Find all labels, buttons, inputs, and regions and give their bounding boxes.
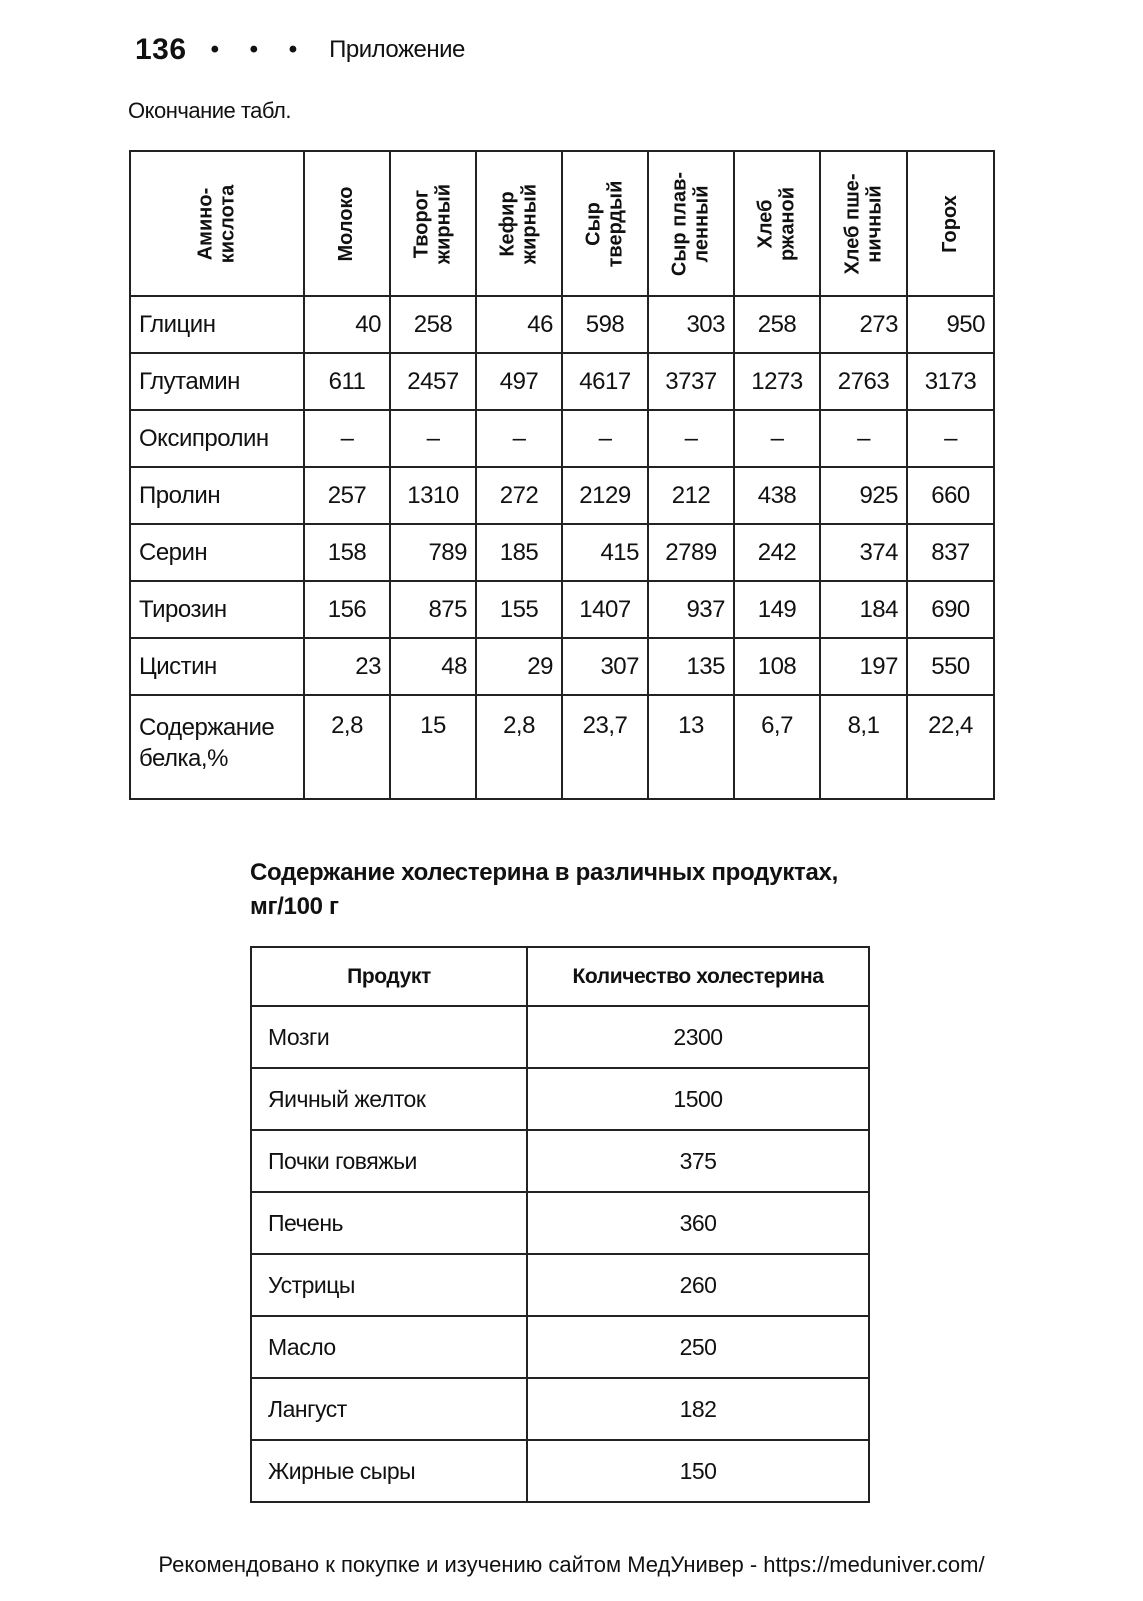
table-cell: – xyxy=(390,410,476,467)
table-cell: 22,4 xyxy=(907,695,994,799)
table-cell: 23,7 xyxy=(562,695,648,799)
table-cell: 258 xyxy=(390,296,476,353)
table-cell: – xyxy=(562,410,648,467)
table-row xyxy=(251,1440,869,1502)
table-cell: 258 xyxy=(734,296,820,353)
table-cell: 197 xyxy=(820,638,907,695)
table-cell: 925 xyxy=(820,467,907,524)
header-dots: • • • xyxy=(210,36,310,63)
column-header: Хлеб пше- ничный xyxy=(820,151,907,296)
table-row xyxy=(130,638,994,695)
table-row xyxy=(251,1254,869,1316)
table-cell: 13 xyxy=(648,695,734,799)
table-cell: 3173 xyxy=(907,353,994,410)
table-cell: 2,8 xyxy=(476,695,562,799)
table-cell: 29 xyxy=(476,638,562,695)
table-cell: 789 xyxy=(390,524,476,581)
cholesterol-amount: 1500 xyxy=(527,1068,869,1130)
table-cell: 15 xyxy=(390,695,476,799)
table-cell: 1407 xyxy=(562,581,648,638)
table-cell: – xyxy=(907,410,994,467)
column-header: Горох xyxy=(907,151,994,296)
column-header: Амино- кислота xyxy=(130,151,304,296)
table-row xyxy=(130,296,994,353)
product-name: Мозги xyxy=(251,1006,527,1068)
table-cell: 273 xyxy=(820,296,907,353)
product-name: Почки говяжьи xyxy=(251,1130,527,1192)
table-cell: 307 xyxy=(562,638,648,695)
cholesterol-header-row xyxy=(251,947,869,1006)
cholesterol-amount: 260 xyxy=(527,1254,869,1316)
table-row xyxy=(130,581,994,638)
footer-recommendation: Рекомендовано к покупке и изучению сайтом МедУнивер - https://meduniver.com/ xyxy=(158,1552,985,1577)
table-cell: 2457 xyxy=(390,353,476,410)
table-cell: 303 xyxy=(648,296,734,353)
table-cell: 257 xyxy=(304,467,390,524)
table-cell: 374 xyxy=(820,524,907,581)
cholesterol-table-title: Содержание холестерина в различных продуктах, мг/100 г xyxy=(250,859,838,920)
table-cell: 6,7 xyxy=(734,695,820,799)
product-name: Масло xyxy=(251,1316,527,1378)
table-row xyxy=(251,1068,869,1130)
table-cell: 46 xyxy=(476,296,562,353)
table-cell: 135 xyxy=(648,638,734,695)
table-cell: 2789 xyxy=(648,524,734,581)
table-cell: 1273 xyxy=(734,353,820,410)
amino-acid-name: Глутамин xyxy=(130,353,304,410)
table-cell: 598 xyxy=(562,296,648,353)
cholesterol-amount: 150 xyxy=(527,1440,869,1502)
column-header: Сыр твердый xyxy=(562,151,648,296)
table-cell: 272 xyxy=(476,467,562,524)
table-row xyxy=(130,524,994,581)
table-cell: 242 xyxy=(734,524,820,581)
amino-acid-name: Оксипролин xyxy=(130,410,304,467)
table-cell: 40 xyxy=(304,296,390,353)
table-cell: – xyxy=(648,410,734,467)
product-name: Устрицы xyxy=(251,1254,527,1316)
table-caption: Окончание табл. xyxy=(128,98,291,123)
cholesterol-amount: 250 xyxy=(527,1316,869,1378)
cholesterol-amount: 2300 xyxy=(527,1006,869,1068)
table-cell: 497 xyxy=(476,353,562,410)
table-cell: 156 xyxy=(304,581,390,638)
table-row xyxy=(251,1378,869,1440)
column-header-product: Продукт xyxy=(251,947,527,1006)
table-row xyxy=(251,1192,869,1254)
amino-acid-name: Серин xyxy=(130,524,304,581)
table-cell: 4617 xyxy=(562,353,648,410)
product-name: Жирные сыры xyxy=(251,1440,527,1502)
amino-acid-name: Пролин xyxy=(130,467,304,524)
table-cell: 48 xyxy=(390,638,476,695)
product-name: Яичный желток xyxy=(251,1068,527,1130)
table-cell: 185 xyxy=(476,524,562,581)
table-cell: – xyxy=(820,410,907,467)
amino-acid-name: Глицин xyxy=(130,296,304,353)
product-name: Лангуст xyxy=(251,1378,527,1440)
table-cell: 438 xyxy=(734,467,820,524)
column-header: Кефир жирный xyxy=(476,151,562,296)
table-cell: 184 xyxy=(820,581,907,638)
table-cell: 2763 xyxy=(820,353,907,410)
cholesterol-table xyxy=(250,946,870,1503)
table-row xyxy=(130,695,994,799)
table-row xyxy=(130,410,994,467)
page-number: 136 xyxy=(135,33,187,66)
table-cell: 2,8 xyxy=(304,695,390,799)
table-cell: – xyxy=(476,410,562,467)
column-header: Молоко xyxy=(304,151,390,296)
column-header: Хлеб ржаной xyxy=(734,151,820,296)
table-cell: – xyxy=(734,410,820,467)
table-cell: 3737 xyxy=(648,353,734,410)
table-cell: 937 xyxy=(648,581,734,638)
table-cell: 550 xyxy=(907,638,994,695)
column-header-amount: Количество холестерина xyxy=(527,947,869,1006)
table-cell: 611 xyxy=(304,353,390,410)
table-cell: 23 xyxy=(304,638,390,695)
cholesterol-amount: 360 xyxy=(527,1192,869,1254)
table-row xyxy=(251,1130,869,1192)
table-cell: 950 xyxy=(907,296,994,353)
table-cell: 108 xyxy=(734,638,820,695)
section-name: Приложение xyxy=(329,36,465,63)
table-cell: 8,1 xyxy=(820,695,907,799)
product-name: Печень xyxy=(251,1192,527,1254)
amino-header-row xyxy=(130,151,994,296)
table-cell: 690 xyxy=(907,581,994,638)
table-row xyxy=(251,1006,869,1068)
table-row xyxy=(251,1316,869,1378)
amino-acid-name: Цистин xyxy=(130,638,304,695)
table-cell: – xyxy=(304,410,390,467)
amino-acid-name: Тирозин xyxy=(130,581,304,638)
table-cell: 875 xyxy=(390,581,476,638)
table-cell: 837 xyxy=(907,524,994,581)
table-cell: 149 xyxy=(734,581,820,638)
table-row xyxy=(130,353,994,410)
table-cell: 212 xyxy=(648,467,734,524)
column-header: Творог жирный xyxy=(390,151,476,296)
table-row xyxy=(130,467,994,524)
table-cell: 155 xyxy=(476,581,562,638)
amino-acid-name: Содержание белка,% xyxy=(130,695,304,799)
table-cell: 158 xyxy=(304,524,390,581)
table-cell: 660 xyxy=(907,467,994,524)
page-header xyxy=(135,30,465,70)
cholesterol-amount: 182 xyxy=(527,1378,869,1440)
table-cell: 2129 xyxy=(562,467,648,524)
cholesterol-amount: 375 xyxy=(527,1130,869,1192)
table-cell: 1310 xyxy=(390,467,476,524)
amino-acid-table xyxy=(129,150,995,800)
table-cell: 415 xyxy=(562,524,648,581)
column-header: Сыр плав- ленный xyxy=(648,151,734,296)
